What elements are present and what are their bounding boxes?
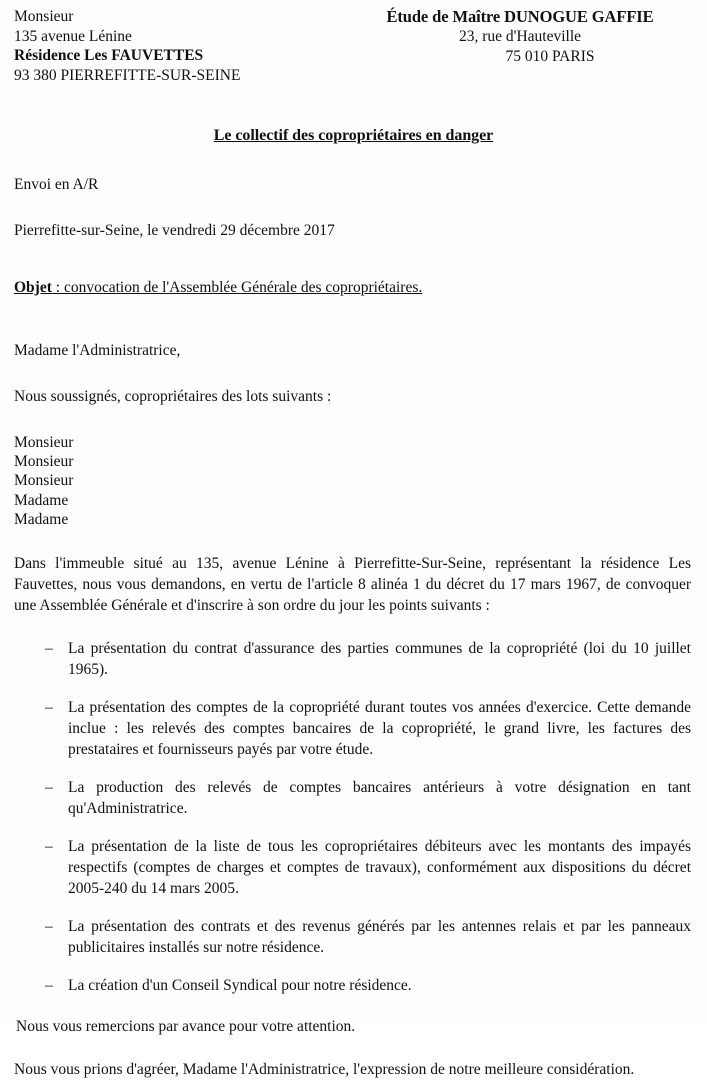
agenda-item (45, 916, 691, 958)
subject-keyword: Objet (14, 279, 52, 296)
agenda-item-text: La production des relevés de comptes bancaires antérieurs à votre désignation en tant qu'Administratrice. (68, 779, 691, 818)
agenda-item-text: La présentation des comptes de la copropriété durant toutes vos années d'exercice. Cette demande inclue : les relevés des comptes bancaires de la copropriété, le grand livre, les factures des prestataires et fournisseurs payés par votre étude. (68, 699, 691, 759)
agenda-item-text: La présentation des contrats et des revenus générés par les antennes relais et par les panneaux publicitaires installés sur notre résidence. (68, 918, 691, 957)
list-item: Monsieur (14, 453, 74, 471)
agenda-item (45, 836, 691, 899)
list-item: Monsieur (14, 434, 74, 451)
agenda-item (45, 638, 691, 680)
place-date-line: Pierrefitte-sur-Seine, le vendredi 29 décembre 2017 (14, 222, 335, 239)
agenda-item-text: La présentation de la liste de tous les copropriétaires débiteurs avec les montants des impayés respectifs (comptes de charges et comptes de travaux), conformément aux dispositions du décret 2005-240 du 14 mars 2005. (68, 838, 691, 898)
subject-line-wrapper (0, 241, 707, 297)
agenda-item (45, 697, 691, 760)
sender-address-block (355, 7, 685, 67)
sender-street: 23, rue d'Hauteville (458, 28, 582, 45)
closing-formula-line: Nous vous prions d'agréer, Madame l'Administratrice, l'expression de notre meilleure considération. (14, 1061, 635, 1079)
subject-text: : convocation de l'Assemblée Générale des copropriétaires. (51, 279, 423, 296)
bullet-dash-icon: – (45, 699, 53, 717)
bullet-dash-icon: – (45, 977, 53, 995)
sender-office-name: Étude de Maître DUNOGUE GAFFIE (386, 7, 654, 26)
agenda-item-text: La création d'un Conseil Syndical pour notre résidence. (68, 977, 412, 995)
recipient-address-block (14, 7, 240, 85)
subject-line (14, 279, 422, 297)
list-item: Madame (14, 510, 69, 528)
bullet-dash-icon: – (45, 838, 53, 856)
page-title: Le collectif des copropriétaires en danger (213, 127, 494, 144)
recipient-city-line: 93 380 PIERREFITTE-SUR-SEINE (14, 66, 241, 84)
mailing-mode-line: Envoi en A/R (14, 176, 99, 193)
agenda-item (45, 777, 691, 819)
agenda-item-text: La présentation du contrat d'assurance des parties communes de la copropriété (loi du 10 juillet 1965). (68, 640, 691, 679)
body-paragraph: Dans l'immeuble situé au 135, avenue Lénine à Pierrefitte-Sur-Seine, représentant la résidence Les Fauvettes, nous vous demandons, en vertu de l'article 8 alinéa 1 du décret du 17 mars 1967, de convoquer une Assemblée Générale et d'inscrire à son ordre du jour les points suivants : (14, 555, 691, 615)
closing-thanks-line: Nous vous remercions par avance pour votre attention. (16, 1018, 356, 1036)
signatories-list (14, 433, 707, 529)
letter-header (0, 0, 707, 92)
bullet-dash-icon: – (45, 918, 53, 936)
salutation-line: Madame l'Administratrice, (14, 342, 181, 359)
recipient-line-2: 135 avenue Lénine (14, 27, 132, 45)
list-item: Madame (14, 491, 69, 509)
sender-city: 75 010 PARIS (505, 48, 595, 65)
agenda-list (0, 638, 707, 996)
recipient-line-1: Monsieur (14, 8, 74, 25)
bullet-dash-icon: – (45, 640, 53, 658)
list-item: Monsieur (14, 472, 74, 490)
bullet-dash-icon: – (45, 779, 53, 797)
recipient-residence-name: Résidence Les FAUVETTES (14, 47, 204, 64)
intro-line: Nous soussignés, copropriétaires des lots suivants : (14, 388, 332, 405)
agenda-item (45, 975, 691, 996)
